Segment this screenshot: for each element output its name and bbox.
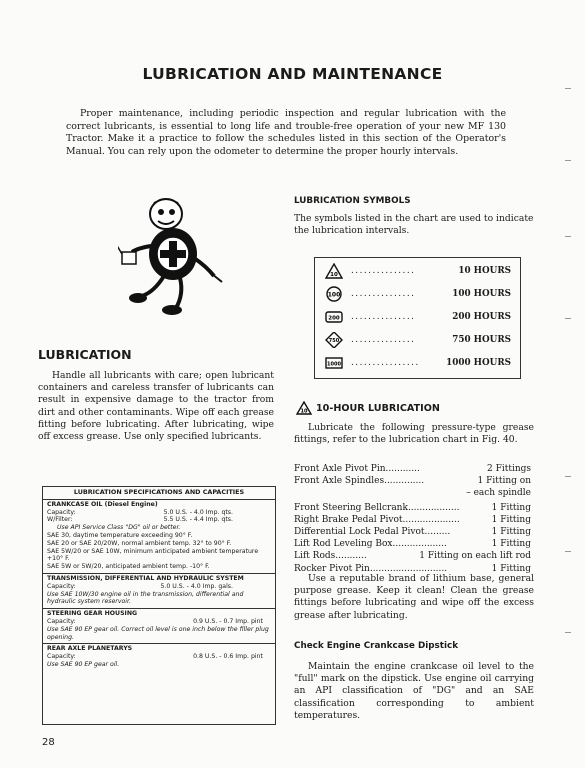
margin-tick (565, 160, 571, 161)
list-item: Lift Rods ........... 1 Fitting on each lift rod (294, 551, 531, 562)
list-item: Front Axle Pivot Pin ............ 2 Fittings (294, 464, 531, 474)
list-item: Right Brake Pedal Pivot .................... 1 Fitting (294, 514, 531, 525)
circle-100-icon (325, 286, 343, 302)
symbol-row-200-hours: 200 ............... 200 HOURS (325, 309, 513, 327)
specifications-table (42, 486, 276, 725)
crankcase-oil-section: CRANKCASE OIL (Diesel Engine) Capacity: 5.0 U.S. - 4.0 Imp. qts. W/Filter: 5.5 U.S. - 4.4 Imp. qts. Use API Service Class "DG" oil or better. SAE 30, daytime temperature exceeding 90° F. SAE 20 or SAE 20/20W, normal ambient temp. 32° to 90° F. SAE 5W/20 or SAE 10W, minimum anticipated ambient temperature +10° F. SAE 5W or 5W/20, anticipated ambient temp. -10° F. (43, 499, 275, 573)
grease-usage-paragraph: Use a reputable brand of lithium base, general purpose grease. Keep it clean! Clean the grease fittings before lubricating and wipe off the excess grease after lubricating. (294, 573, 534, 621)
steering-gear-section: STEERING GEAR HOUSING Capacity: 0.9 U.S. - 0.7 Imp. pint Use SAE 90 EP gear oil. Correct oil level is one inch below the filler plug opening. (43, 608, 275, 643)
symbol-label: 750 HOURS (452, 335, 511, 345)
list-item: – each spindle (466, 488, 531, 499)
page-title: LUBRICATION AND MAINTENANCE (142, 65, 443, 83)
triangle-10-icon (325, 263, 343, 279)
lubrication-heading: LUBRICATION (38, 347, 132, 362)
rear-axle-section: REAR AXLE PLANETARYS Capacity: 0.8 U.S. - 0.6 Imp. pint Use SAE 90 EP gear oil. (43, 643, 275, 670)
svg-text:200: 200 (328, 315, 340, 322)
lubrication-symbols-heading: LUBRICATION SYMBOLS (294, 196, 411, 206)
specifications-heading: LUBRICATION SPECIFICATIONS AND CAPACITIES (73, 488, 245, 496)
symbol-label: 100 HOURS (452, 289, 511, 299)
margin-tick (565, 632, 571, 633)
crankcase-dipstick-heading: Check Engine Crankcase Dipstick (294, 641, 459, 651)
triangle-10-icon (296, 401, 312, 415)
svg-text:10: 10 (300, 408, 308, 415)
intro-paragraph: Proper maintenance, including periodic inspection and regular lubrication with the correct lubricants, is essential to long life and trouble-free operation of your new MF 130 Tractor. Make it a practice to follow the schedules listed in this section of the Operator's Manual. You can rely upon the odometer to determine the proper hourly intervals. (66, 108, 506, 157)
box-1000-icon (325, 355, 343, 371)
svg-text:100: 100 (327, 291, 341, 299)
margin-tick (565, 551, 571, 552)
symbol-row-1000-hours: 1000 ................ 1000 HOURS (325, 355, 513, 373)
ten-hour-description: Lubricate the following pressure-type grease fittings, refer to the lubrication chart in Fig. 40. (294, 422, 534, 446)
svg-text:10: 10 (330, 272, 338, 278)
symbol-label: 10 HOURS (458, 266, 511, 276)
svg-text:1000: 1000 (327, 361, 341, 368)
page-number: 28 (42, 737, 55, 748)
symbol-label: 200 HOURS (452, 312, 511, 322)
symbol-row-10-hours: 10 ............... 10 HOURS (325, 263, 513, 281)
list-item: Differential Lock Pedal Pivot ......... 1 Fitting (294, 527, 531, 538)
svg-text:750: 750 (328, 338, 340, 344)
list-item: Front Steering Bellcrank .................. 1 Fitting (294, 502, 531, 513)
rect-200-icon (325, 309, 343, 325)
ten-hour-heading: 10 10-HOUR LUBRICATION (296, 401, 440, 415)
transmission-section: TRANSMISSION, DIFFERENTIAL AND HYDRAULIC SYSTEM Capacity: 5.0 U.S. - 4.0 Imp. gals. Use SAE 10W/30 engine oil in the transmission, differential and hydraulic system reservoir. (43, 573, 275, 608)
crankcase-dipstick-paragraph: Maintain the engine crankcase oil level to the "full" mark on the dipstick. Use engine oil carrying an API classification of "DG" and an SAE classification corresponding to ambient temperatures. (294, 661, 534, 721)
lubrication-symbols-chart (314, 257, 521, 379)
margin-tick (565, 88, 571, 89)
list-item: Lift Rod Leveling Box ................... 1 Fitting (294, 539, 531, 550)
list-item: Front Axle Spindles .............. 1 Fitting on (294, 476, 531, 487)
diamond-750-icon (325, 332, 343, 348)
symbol-row-100-hours: 100 ............... 100 HOURS (325, 286, 513, 304)
margin-tick (565, 476, 571, 477)
margin-tick (565, 318, 571, 319)
lubrication-symbols-description: The symbols listed in the chart are used to indicate the lubrication intervals. (294, 213, 534, 236)
symbol-row-750-hours: 750 ............... 750 HOURS (325, 332, 513, 350)
symbol-label: 1000 HOURS (446, 358, 511, 368)
oil-can-mascot-illustration (118, 196, 228, 316)
list-item: Rocker Pivot Pin ........................... 1 Fitting (294, 563, 531, 574)
lubrication-paragraph: Handle all lubricants with care; open lubricant containers and careless transfer of lubricants can result in expensive damage to the tractor from dirt and other contaminants. Wipe off each grease fitting before lubricating. After lubricating, wipe off excess grease. Use only specified lubricants. (38, 370, 274, 443)
grease-fittings-list (294, 463, 531, 575)
margin-tick (565, 236, 571, 237)
